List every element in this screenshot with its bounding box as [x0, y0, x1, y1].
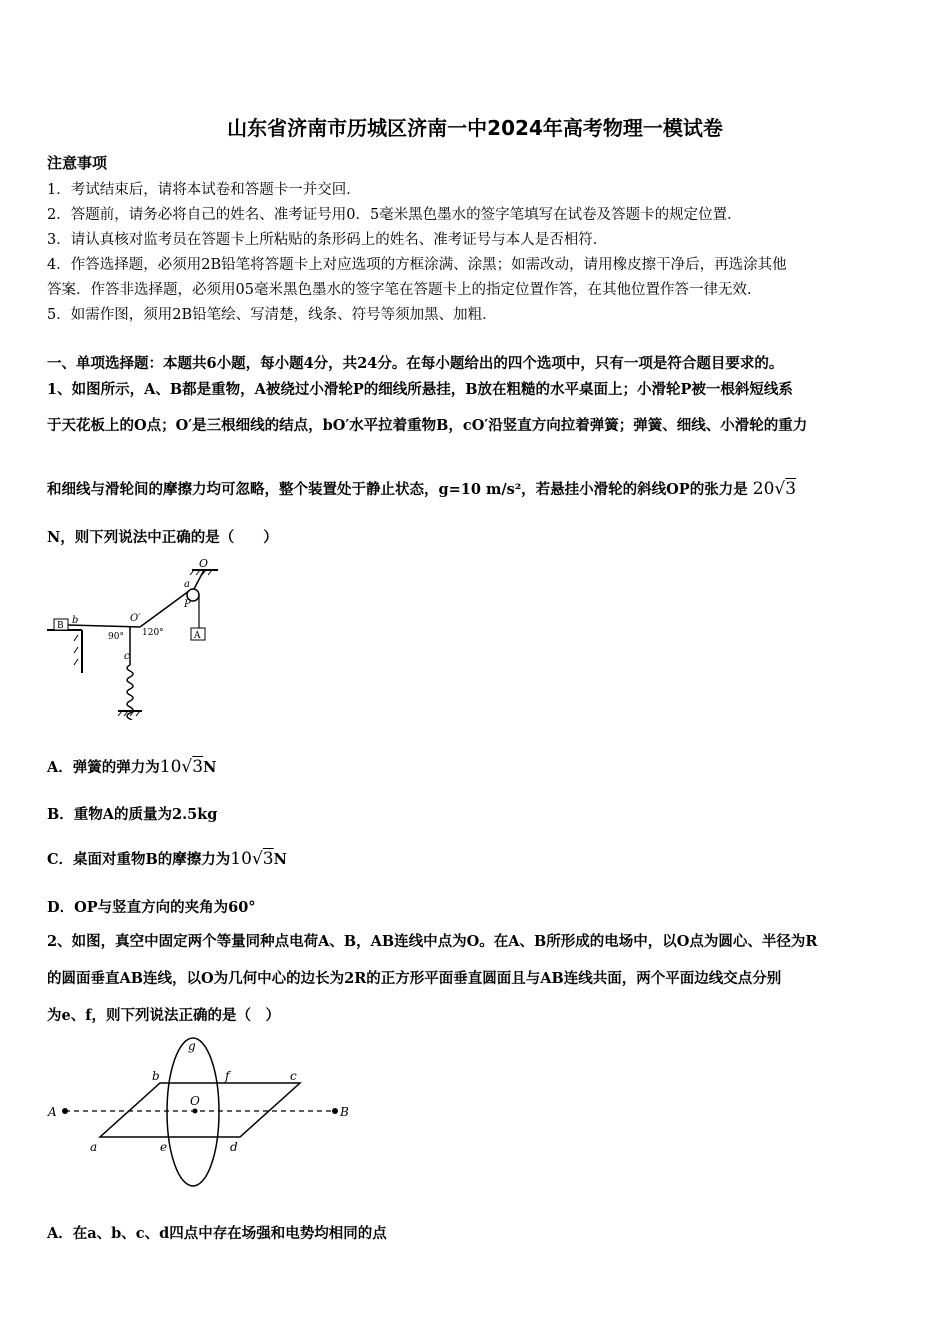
- label-a: a: [184, 579, 190, 590]
- q1-text-line: N，则下列说法中正确的是（ ）: [47, 529, 278, 546]
- page-title: 山东省济南市历城区济南一中2024年高考物理一模试卷: [227, 116, 723, 140]
- note-item: 答案．作答非选择题，必须用05毫米黑色墨水的签字笔在答题卡上的指定位置作答，在其他位置作答一律无效．: [47, 282, 762, 298]
- notes-heading: 注意事项: [47, 154, 108, 172]
- label-f: f: [225, 1069, 230, 1083]
- label-o-prime: O′: [130, 613, 141, 624]
- option-a-value: 10√3: [159, 757, 204, 777]
- label-b-charge: B: [340, 1105, 349, 1119]
- q1-option-a: A．弹簧的弹力为10√3N: [47, 757, 217, 777]
- square-plane: [100, 1083, 300, 1137]
- q1-text-line: 1、如图所示，A、B都是重物，A被绕过小滑轮P的细线所悬挂，B放在粗糙的水平桌面上；小滑轮P被一根斜短线系: [47, 381, 793, 398]
- label-c: c: [290, 1069, 297, 1083]
- q1-option-c: C．桌面对重物B的摩擦力为10√3N: [47, 849, 287, 869]
- note-item: 3．请认真核对监考员在答题卡上所粘贴的条形码上的姓名、准考证号与本人是否相符．: [47, 232, 608, 248]
- label-o: O: [190, 1094, 200, 1108]
- label-g: g: [188, 1039, 196, 1053]
- q2-text-line: 的圆面垂直AB连线，以O为几何中心的边长为2R的正方形平面垂直圆面且与AB连线共面，两个平面边线交点分别: [47, 970, 782, 987]
- angle-120: 120°: [142, 628, 164, 638]
- note-item: 4．作答选择题，必须用2B铅笔将答题卡上对应选项的方框涂满、涂黑；如需改动，请用橡皮擦干净后，再选涂其他: [47, 257, 787, 273]
- q2-text-line: 2、如图，真空中固定两个等量同种点电荷A、B，AB连线中点为O。在A、B所形成的电场中，以O点为圆心、半径为R: [47, 933, 818, 950]
- label-d: d: [230, 1140, 238, 1154]
- label-b: b: [152, 1069, 160, 1083]
- point-o: [193, 1109, 198, 1114]
- note-item: 1．考试结束后，请将本试卷和答题卡一并交回．: [47, 182, 361, 198]
- q1-text-line: [47, 478, 796, 499]
- q1-option-b: B．重物A的质量为2.5kg: [47, 806, 218, 823]
- q2-option-a: A．在a、b、c、d四点中存在场强和电势均相同的点: [47, 1225, 387, 1242]
- label-p: P: [184, 599, 191, 610]
- label-o: O: [199, 557, 209, 570]
- q1-text-line: 于天花板上的O点；O′是三根细线的结点，bO′水平拉着重物B，cO′沿竖直方向拉着弹簧；弹簧、细线、小滑轮的重力: [47, 417, 808, 434]
- note-item: 5．如需作图，须用2B铅笔绘、写清楚，线条、符号等须加黑、加粗．: [47, 307, 497, 323]
- section-heading: 一、单项选择题：本题共6小题，每小题4分，共24分。在每小题给出的四个选项中，只有一项是符合题目要求的。: [47, 355, 784, 372]
- label-a-charge: A: [48, 1105, 57, 1119]
- note-item: 2．答题前，请务必将自己的姓名、准考证号用0．5毫米黑色墨水的签字笔填写在试卷及答题卡的规定位置．: [47, 207, 742, 223]
- label-b-block: B: [57, 621, 64, 631]
- label-c: c: [124, 651, 130, 662]
- label-a: a: [90, 1140, 98, 1154]
- q2-figure: [40, 1035, 360, 1190]
- charge-b: [332, 1108, 338, 1114]
- angle-90: 90°: [108, 632, 124, 642]
- label-a-block: A: [194, 631, 201, 641]
- option-c-value: 10√3: [230, 849, 274, 869]
- q1-line3: 和细线与滑轮间的摩擦力均可忽略，整个装置处于静止状态，g=10 m/s²，若悬挂小滑轮的斜线OP的张力是: [47, 481, 748, 498]
- q1-figure: [44, 555, 224, 720]
- label-b: b: [72, 615, 79, 626]
- charge-a: [62, 1108, 68, 1114]
- label-e: e: [160, 1140, 168, 1154]
- tension-value: 20√3: [752, 479, 797, 499]
- q1-option-d: D．OP与竖直方向的夹角为60°: [47, 899, 256, 916]
- q2-text-line: 为e、f，则下列说法正确的是（ ）: [47, 1007, 280, 1024]
